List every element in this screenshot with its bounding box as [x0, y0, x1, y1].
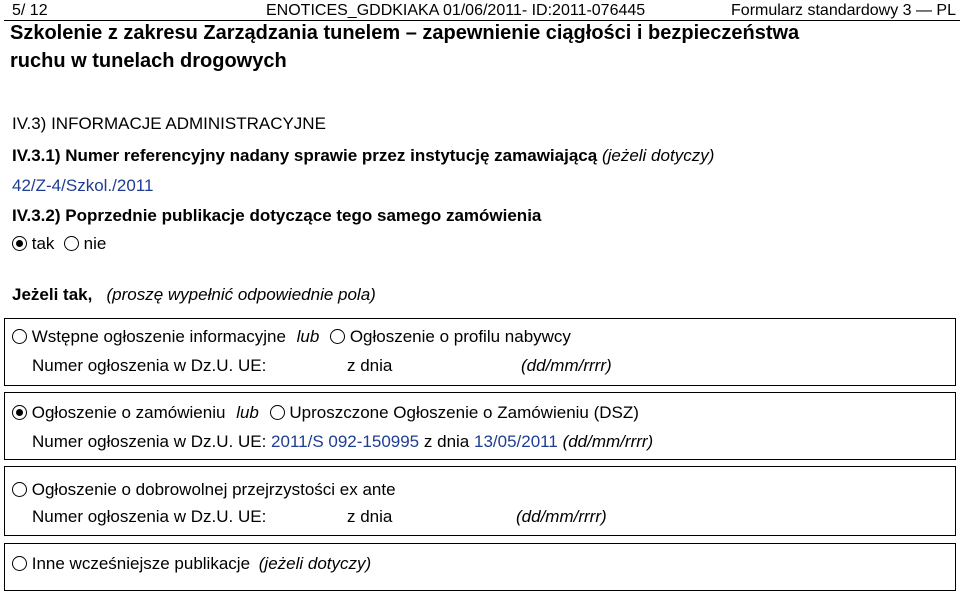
- box3-options: [12, 480, 396, 500]
- box1-num-label: Numer ogłoszenia w Dz.U. UE:: [32, 356, 267, 375]
- ref-field: [12, 146, 714, 166]
- contract-notice-label: Ogłoszenie o zamówieniu: [31, 403, 226, 422]
- prior-publications-label: IV.3.2) Poprzednie publikacje dotyczące tego samego zamówienia: [12, 206, 542, 225]
- prior-publications-options: [12, 234, 106, 254]
- box3-date-format: (dd/mm/rrrr): [516, 507, 607, 526]
- box2-num-value: 2011/S 092-150995: [271, 432, 420, 451]
- document-title-line2: ruchu w tunelach drogowych: [10, 50, 287, 72]
- ref-label: IV.3.1) Numer referencyjny nadany sprawie przez instytucję zamawiającą: [12, 146, 598, 165]
- box2-options: [12, 403, 639, 423]
- radio-prior-info-notice[interactable]: [12, 329, 27, 344]
- radio-voluntary-transparency[interactable]: [12, 482, 27, 497]
- if-yes-hint: (proszę wypełnić odpowiednie pola): [106, 285, 376, 304]
- radio-simplified-notice[interactable]: [270, 405, 285, 420]
- box3-date-label: z dnia: [347, 507, 393, 526]
- voluntary-transparency-label: Ogłoszenie o dobrowolnej przejrzystości ex ante: [31, 480, 396, 499]
- box3-num-label: Numer ogłoszenia w Dz.U. UE:: [32, 507, 267, 526]
- page-number: 5/ 12: [12, 2, 48, 19]
- box2-num-line: [32, 432, 653, 452]
- box2-date-label: z dnia: [423, 432, 470, 451]
- or-label: lub: [236, 403, 259, 422]
- if-yes-label: Jeżeli tak,: [12, 285, 93, 304]
- notice-id: ENOTICES_GDDKIAKA 01/06/2011- ID:2011-076445: [266, 2, 646, 19]
- box1-date-format: (dd/mm/rrrr): [521, 356, 612, 375]
- radio-other-publications[interactable]: [12, 556, 27, 571]
- box2-date-value: 13/05/2011: [474, 432, 558, 451]
- section-heading: IV.3) INFORMACJE ADMINISTRACYJNE: [12, 114, 326, 133]
- form-name: Formularz standardowy 3 — PL: [731, 2, 956, 19]
- box4-options: [12, 554, 371, 574]
- prior-info-notice-label: Wstępne ogłoszenie informacyjne: [31, 327, 286, 346]
- radio-buyer-profile[interactable]: [330, 329, 345, 344]
- radio-contract-notice[interactable]: [12, 405, 27, 420]
- box1-options: [12, 327, 571, 347]
- box1-date-label: z dnia: [347, 356, 393, 375]
- radio-nie[interactable]: [64, 236, 79, 251]
- ref-note: (jeżeli dotyczy): [601, 146, 715, 165]
- other-publications-note: (jeżeli dotyczy): [258, 554, 372, 573]
- or-label: lub: [296, 327, 320, 346]
- radio-tak[interactable]: [12, 236, 27, 251]
- ref-value: 42/Z-4/Szkol./2011: [12, 176, 154, 195]
- if-yes-line: [12, 285, 376, 305]
- document-title-line1: Szkolenie z zakresu Zarządzania tunelem – zapewnienie ciągłości i bezpieczeństwa: [10, 22, 800, 44]
- header-divider: [4, 20, 960, 21]
- box2-num-label: Numer ogłoszenia w Dz.U. UE:: [32, 432, 267, 451]
- simplified-notice-label: Uproszczone Ogłoszenie o Zamówieniu (DSZ): [289, 403, 639, 422]
- radio-tak-label: tak: [31, 234, 55, 253]
- box2-date-format: (dd/mm/rrrr): [562, 432, 654, 451]
- buyer-profile-label: Ogłoszenie o profilu nabywcy: [349, 327, 571, 346]
- radio-nie-label: nie: [83, 234, 107, 253]
- other-publications-label: Inne wcześniejsze publikacje: [31, 554, 251, 573]
